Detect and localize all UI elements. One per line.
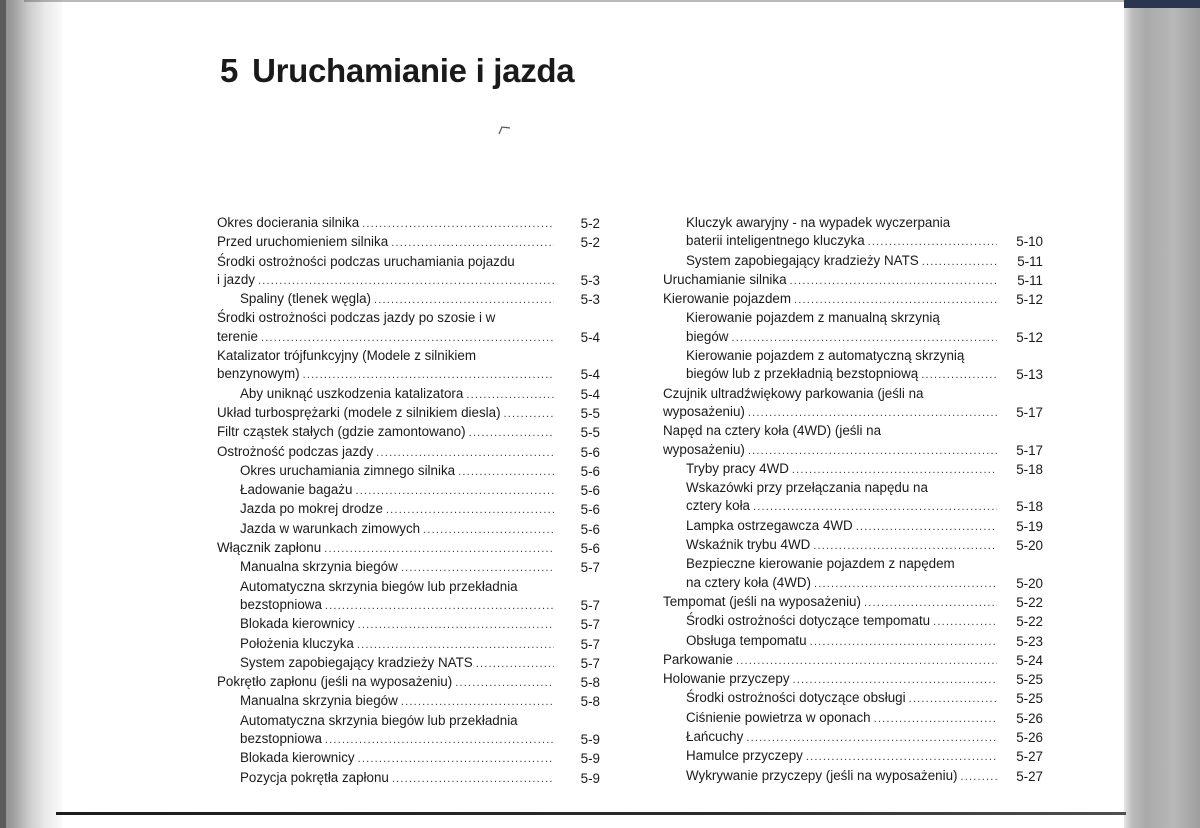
toc-entry-leader-line (686, 767, 1043, 786)
toc-entry[interactable] (663, 689, 1043, 708)
dot-leader (746, 729, 997, 747)
toc-entry-page-number: 5-24 (1016, 652, 1043, 668)
toc-entry[interactable] (663, 517, 1043, 536)
toc-entry-title: Aby uniknąć uszkodzenia katalizatora (240, 385, 464, 401)
toc-entry-leader-line (240, 749, 600, 768)
toc-entry-page-number: 5-5 (580, 425, 600, 441)
toc-entry[interactable] (217, 290, 600, 309)
dot-leader (376, 444, 554, 462)
toc-entry[interactable] (663, 290, 1043, 309)
toc-entry-title: Jazda w warunkach zimowych (240, 520, 421, 536)
toc-entry-leader-line (686, 365, 1043, 384)
toc-entry-title-line: Kluczyk awaryjny - na wypadek wyczerpania (686, 215, 951, 230)
toc-entry-title: Spaliny (tlenek węgla) (240, 291, 371, 307)
toc-entry-page-number: 5-25 (1016, 691, 1043, 707)
toc-entry-page-number: 5-6 (580, 502, 600, 518)
toc-entry-title: System zapobiegający kradzieży NATS (686, 252, 919, 268)
toc-entry-page-number: 5-3 (580, 272, 600, 288)
toc-entry-page-number: 5-8 (580, 675, 600, 691)
dot-leader (874, 710, 997, 728)
toc-entry-page-number: 5-6 (580, 483, 600, 499)
toc-entry[interactable] (663, 651, 1043, 670)
toc-entry-page-number: 5-7 (580, 636, 600, 652)
dot-leader (392, 770, 554, 788)
toc-entry-leader-line (686, 497, 1043, 516)
toc-entry-page-number: 5-23 (1016, 633, 1043, 649)
dot-leader (401, 559, 554, 577)
toc-entry-title: na cztery koła (4WD) (686, 574, 812, 590)
dot-leader (455, 674, 554, 692)
toc-entry[interactable] (217, 481, 600, 500)
toc-entry-title: wyposażeniu) (663, 441, 745, 457)
toc-entry-leader-line (663, 651, 1043, 670)
toc-entry-page-number: 5-9 (580, 751, 600, 767)
toc-entry-leader-line (217, 404, 600, 423)
toc-entry-page-number: 5-7 (580, 655, 600, 671)
toc-entry-title: cztery koła (686, 498, 750, 514)
scan-top-edge (24, 0, 1124, 2)
dot-leader (324, 540, 554, 558)
toc-entry-leader-line (663, 441, 1043, 460)
toc-entry-title-line: Automatyczna skrzynia biegów lub przekładnia (240, 578, 518, 594)
toc-entry-title: Blokada kierownicy (240, 616, 355, 632)
toc-entry-leader-line (663, 271, 1043, 290)
dot-leader (458, 463, 554, 481)
toc-entry-leader-line (240, 596, 600, 615)
toc-entry[interactable] (217, 654, 600, 673)
toc-entry-title: wyposażeniu) (663, 403, 745, 419)
toc-entry-leader-line (240, 615, 600, 634)
toc-entry-leader-line (686, 689, 1043, 708)
toc-entry-title: bezstopniowa (240, 596, 322, 612)
toc-entry-title: i jazdy (217, 271, 255, 287)
dot-leader (794, 291, 997, 309)
toc-entry-page-number: 5-9 (580, 732, 600, 748)
toc-entry-leader-line (686, 709, 1043, 728)
toc-entry-page-number: 5-3 (580, 292, 600, 308)
toc-entry[interactable] (217, 253, 600, 291)
dot-leader (814, 575, 997, 593)
toc-entry[interactable] (663, 767, 1043, 786)
toc-entry-page-number: 5-6 (580, 444, 600, 460)
dot-leader (748, 404, 997, 422)
toc-entry[interactable] (217, 423, 600, 442)
chapter-number: 5 (220, 52, 239, 89)
toc-entry-title: Położenia kluczyka (240, 635, 354, 651)
toc-entry-page-number: 5-8 (580, 694, 600, 710)
toc-entry-page-number: 5-6 (580, 463, 600, 479)
toc-entry[interactable] (217, 635, 600, 654)
dot-leader (362, 215, 554, 233)
toc-entry-page-number: 5-20 (1016, 575, 1043, 591)
dot-leader (790, 272, 997, 290)
dot-leader (325, 597, 554, 615)
dot-leader (922, 253, 997, 271)
toc-entry-page-number: 5-17 (1016, 404, 1043, 420)
toc-entry-page-number: 5-27 (1016, 768, 1043, 784)
toc-entry-leader-line (217, 423, 600, 442)
toc-entry[interactable] (663, 555, 1043, 593)
toc-entry[interactable] (217, 673, 600, 692)
toc-entry[interactable] (663, 385, 1043, 423)
toc-entry-title: Tempomat (jeśli na wyposażeniu) (663, 593, 861, 609)
toc-entry-title: Wykrywanie przyczepy (jeśli na wyposażeniu) (686, 767, 958, 783)
toc-entry-title: Okres uruchamiania zimnego silnika (240, 462, 456, 478)
toc-entry-page-number: 5-18 (1016, 499, 1043, 515)
toc-entry[interactable] (217, 347, 600, 385)
toc-entry-page-number: 5-10 (1016, 234, 1043, 250)
scan-right-shadow (1124, 0, 1200, 828)
dot-leader (258, 272, 554, 290)
toc-entry-leader-line (240, 520, 600, 539)
dot-leader (355, 482, 554, 500)
toc-entry-page-number: 5-12 (1016, 329, 1043, 345)
toc-entry-leader-line (217, 271, 600, 290)
toc-entry-title: Obsługa tempomatu (686, 632, 807, 648)
toc-entry-title-line: Bezpieczne kierowanie pojazdem z napędem (686, 556, 955, 572)
toc-entry-title: Manualna skrzynia biegów (240, 693, 398, 709)
toc-entry-page-number: 5-17 (1016, 442, 1043, 458)
toc-left-column (217, 214, 600, 788)
toc-entry-title-line: Wskazówki przy przełączania napędu na (686, 480, 928, 496)
toc-entry[interactable] (217, 769, 600, 788)
toc-entry-title-line: Katalizator trójfunkcyjny (Modele z silnikiem (217, 348, 476, 364)
toc-entry-leader-line (240, 654, 600, 673)
toc-entry[interactable] (663, 422, 1043, 460)
toc-entry-title: System zapobiegający kradzieży NATS (240, 654, 473, 670)
toc-entry-title: Kierowanie pojazdem (663, 291, 792, 307)
dot-leader (909, 690, 997, 708)
toc-entry[interactable] (663, 347, 1043, 385)
toc-entry-page-number: 5-6 (580, 521, 600, 537)
toc-entry-leader-line (240, 769, 600, 788)
toc-entry-leader-line (686, 632, 1043, 651)
toc-entry-leader-line (686, 612, 1043, 631)
toc-entry-title: Łańcuchy (686, 729, 744, 745)
toc-entry-leader-line (217, 365, 600, 384)
toc-entry-title: Okres docierania silnika (217, 215, 360, 230)
toc-entry-page-number: 5-22 (1016, 614, 1043, 630)
toc-entry-title: Ostrożność podczas jazdy (217, 443, 374, 459)
bottom-rule (56, 812, 1126, 815)
toc-entry-page-number: 5-7 (580, 617, 600, 633)
toc-entry-title: biegów (686, 328, 729, 344)
toc-entry[interactable] (663, 670, 1043, 689)
toc-entry-leader-line (240, 462, 600, 481)
toc-entry-page-number: 5-7 (580, 597, 600, 613)
toc-entry-leader-line (663, 593, 1043, 612)
toc-entry[interactable] (217, 404, 600, 423)
dot-leader (469, 424, 554, 442)
dot-leader (806, 748, 997, 766)
dot-leader (358, 616, 554, 634)
dot-leader (261, 329, 554, 347)
toc-entry-leader-line (240, 385, 600, 404)
toc-entry-leader-line (217, 443, 600, 462)
toc-entry-page-number: 5-13 (1016, 367, 1043, 383)
toc-entry-leader-line (240, 730, 600, 749)
toc-entry[interactable] (663, 747, 1043, 766)
dot-leader (303, 366, 554, 384)
scan-left-shadow (0, 0, 62, 828)
dot-leader (748, 442, 997, 460)
toc-entry-leader-line (217, 328, 600, 347)
toc-entry-title-line: Automatyczna skrzynia biegów lub przekładnia (240, 712, 518, 728)
toc-entry-leader-line (217, 214, 600, 233)
dot-leader (325, 731, 554, 749)
toc-entry-leader-line (686, 328, 1043, 347)
dot-leader (423, 521, 554, 539)
toc-entry-title: Tryby pracy 4WD (686, 460, 789, 476)
dot-leader (921, 366, 997, 384)
dot-leader (466, 386, 554, 404)
toc-entry-title: Środki ostrożności dotyczące obsługi (686, 690, 906, 706)
toc-entry-leader-line (240, 500, 600, 519)
dot-leader (753, 498, 997, 516)
toc-entry-page-number: 5-2 (580, 235, 600, 251)
toc-entry-title: biegów lub z przekładnią bezstopniową (686, 366, 919, 382)
dot-leader (933, 613, 997, 631)
toc-entry-page-number: 5-26 (1016, 710, 1043, 726)
toc-entry[interactable] (217, 214, 600, 233)
toc-entry-page-number: 5-6 (580, 541, 600, 557)
toc-entry[interactable] (217, 615, 600, 634)
dot-leader (864, 594, 997, 612)
toc-entry-title-line: Środki ostrożności podczas uruchamiania pojazdu (217, 253, 515, 269)
toc-entry-leader-line (217, 539, 600, 558)
chapter-title (220, 52, 574, 90)
toc-entry-leader-line (686, 517, 1043, 536)
toc-entry-title-line: Napęd na cztery koła (4WD) (jeśli na (663, 423, 882, 439)
toc-entry[interactable] (217, 309, 600, 347)
toc-entry-title: Wskaźnik trybu 4WD (686, 537, 811, 553)
toc-entry[interactable] (217, 749, 600, 768)
toc-entry-title: benzynowym) (217, 366, 300, 382)
toc-entry-page-number: 5-2 (580, 216, 600, 231)
toc-entry-title: bezstopniowa (240, 731, 322, 747)
toc-entry-title: baterii inteligentnego kluczyka (686, 233, 865, 249)
toc-entry-page-number: 5-11 (1017, 272, 1043, 288)
toc-entry-title: Przed uruchomieniem silnika (217, 234, 389, 250)
toc-entry[interactable] (663, 214, 1043, 252)
toc-entry-page-number: 5-4 (580, 367, 600, 383)
toc-entry[interactable] (663, 632, 1043, 651)
toc-entry[interactable] (217, 712, 600, 750)
toc-entry-leader-line (686, 728, 1043, 747)
toc-entry-title: Ładowanie bagażu (240, 482, 353, 498)
toc-entry-leader-line (240, 290, 600, 309)
dot-leader (374, 291, 554, 309)
toc-entry-page-number: 5-9 (580, 770, 600, 786)
toc-entry-leader-line (240, 481, 600, 500)
toc-entry-leader-line (686, 232, 1043, 251)
toc-entry-title: Włącznik zapłonu (217, 540, 322, 556)
toc-entry-leader-line (686, 574, 1043, 593)
toc-entry-title: Blokada kierownicy (240, 750, 355, 766)
toc-entry-page-number: 5-22 (1016, 594, 1043, 610)
toc-entry-leader-line (686, 252, 1043, 271)
dot-leader (793, 671, 997, 689)
dot-leader (792, 461, 997, 479)
toc-entry-page-number: 5-7 (580, 560, 600, 576)
dot-leader (358, 750, 554, 768)
dot-leader (856, 518, 997, 536)
toc-entry-page-number: 5-19 (1016, 518, 1043, 534)
toc-entry-title: terenie (217, 328, 258, 344)
toc-entry-leader-line (686, 747, 1043, 766)
toc-entry[interactable] (663, 536, 1043, 555)
toc-entry-leader-line (686, 536, 1043, 555)
toc-entry-title: Parkowanie (663, 651, 733, 667)
toc-entry-leader-line (240, 635, 600, 654)
toc-entry-title-line: Środki ostrożności podczas jazdy po szosie i w (217, 310, 496, 326)
toc-entry-title: Pokrętło zapłonu (jeśli na wyposażeniu) (217, 674, 453, 690)
toc-entry[interactable] (217, 462, 600, 481)
chapter-title-text: Uruchamianie i jazda (252, 52, 575, 89)
toc-entry[interactable] (217, 233, 600, 252)
toc-entry-title: Pozycja pokrętła zapłonu (240, 769, 389, 785)
toc-entry[interactable] (663, 612, 1043, 631)
toc-entry-title: Uruchamianie silnika (663, 271, 787, 287)
toc-entry-leader-line (217, 673, 600, 692)
dot-leader (731, 329, 997, 347)
toc-entry-title: Lampka ostrzegawcza 4WD (686, 517, 853, 533)
toc-entry-title-line: Kierowanie pojazdem z manualną skrzynią (686, 310, 940, 326)
dot-leader (401, 693, 554, 711)
toc-entry[interactable] (663, 252, 1043, 271)
toc-entry[interactable] (217, 692, 600, 711)
dot-leader (386, 501, 554, 519)
dot-leader (391, 234, 554, 252)
toc-entry-title: Hamulce przyczepy (686, 748, 803, 764)
toc-entry[interactable] (663, 709, 1043, 728)
toc-entry-page-number: 5-5 (580, 405, 600, 421)
toc-entry-page-number: 5-12 (1016, 292, 1043, 308)
toc-entry-title: Manualna skrzynia biegów (240, 559, 398, 575)
dot-leader (736, 652, 997, 670)
toc-entry-page-number: 5-27 (1016, 749, 1043, 765)
dot-leader (961, 768, 997, 786)
toc-entry[interactable] (663, 309, 1043, 347)
toc-entry[interactable] (217, 558, 600, 577)
toc-entry-page-number: 5-25 (1016, 672, 1043, 688)
toc-entry[interactable] (217, 443, 600, 462)
toc-right-column (663, 214, 1043, 786)
toc-entry-page-number: 5-18 (1016, 461, 1043, 477)
toc-entry-leader-line (240, 692, 600, 711)
toc-entry-title: Ciśnienie powietrza w oponach (686, 709, 871, 725)
toc-entry-title: Jazda po mokrej drodze (240, 501, 383, 517)
toc-entry-title-line: Kierowanie pojazdem z automatyczną skrzynią (686, 348, 965, 364)
dot-leader (357, 636, 554, 654)
toc-entry[interactable] (663, 271, 1043, 290)
dot-leader (504, 405, 554, 423)
pen-mark (498, 124, 512, 136)
toc-entry-title: Środki ostrożności dotyczące tempomatu (686, 613, 931, 629)
toc-entry[interactable] (217, 539, 600, 558)
toc-entry-leader-line (663, 290, 1043, 309)
toc-entry[interactable] (663, 593, 1043, 612)
dot-leader (810, 633, 997, 651)
toc-entry[interactable] (217, 578, 600, 616)
toc-entry-leader-line (663, 403, 1043, 422)
toc-entry-leader-line (240, 558, 600, 577)
toc-entry-page-number: 5-4 (580, 386, 600, 402)
toc-entry-leader-line (663, 670, 1043, 689)
toc-entry[interactable] (217, 385, 600, 404)
toc-entry[interactable] (663, 479, 1043, 517)
toc-entry-title: Filtr cząstek stałych (gdzie zamontowano) (217, 424, 466, 440)
toc-entry-leader-line (217, 233, 600, 252)
dot-leader (476, 655, 554, 673)
dot-leader (813, 537, 997, 555)
toc-entry-page-number: 5-11 (1017, 253, 1043, 269)
toc-entry-page-number: 5-4 (580, 329, 600, 345)
toc-entry[interactable] (663, 460, 1043, 479)
toc-entry-page-number: 5-20 (1016, 538, 1043, 554)
toc-entry-title-line: Czujnik ultradźwiękowy parkowania (jeśli na (663, 385, 924, 401)
toc-entry[interactable] (663, 728, 1043, 747)
toc-entry[interactable] (217, 520, 600, 539)
toc-entry-title: Układ turbosprężarki (modele z silnikiem diesla) (217, 404, 501, 420)
toc-entry-leader-line (686, 460, 1043, 479)
scan-top-strip (1124, 0, 1200, 8)
toc-entry-page-number: 5-26 (1016, 730, 1043, 746)
toc-entry-title: Holowanie przyczepy (663, 671, 790, 687)
toc-entry[interactable] (217, 500, 600, 519)
dot-leader (868, 233, 997, 251)
